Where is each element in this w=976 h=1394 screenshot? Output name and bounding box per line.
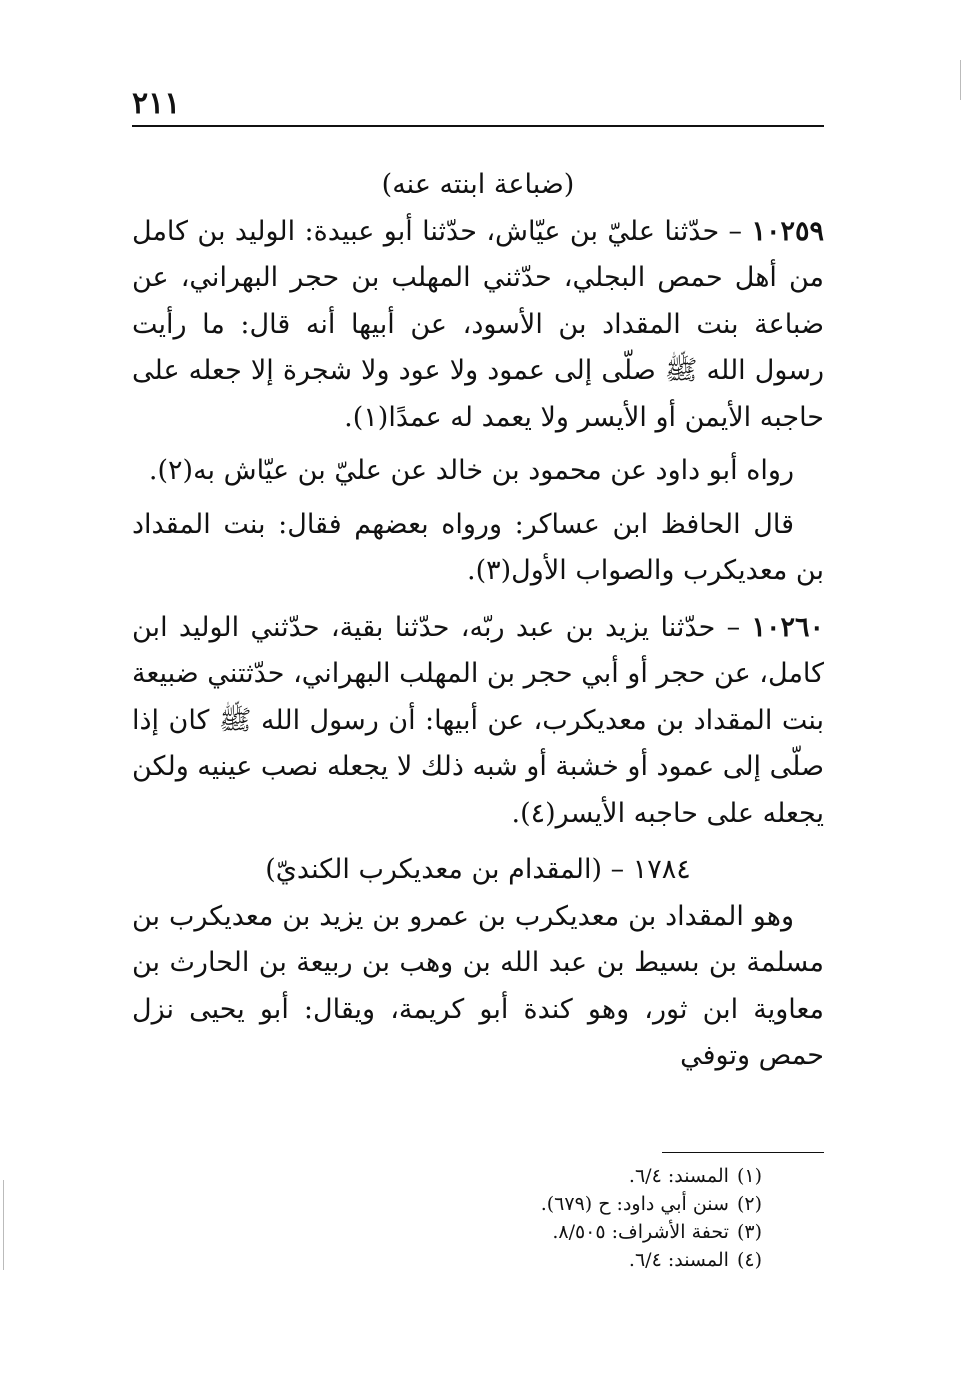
main-text [132,162,824,1080]
header-rule [132,125,824,127]
footnote-text: سنن أبي داود: ح (٦٧٩). [540,1193,729,1215]
footnote-text: تحفة الأشراف: ٨/٥٠٥. [552,1221,729,1243]
biography-paragraph: وهو المقداد بن معديكرب بن عمرو بن يزيد بن معديكرب بن مسلمة بن بسيط بن عبد الله بن وهب بن ربيعة بن الحارث بن معاوية ابن ثور، وهو كندة أبو كريمة، ويقال: أبو يحيى نزل حمص وتوفي [132,900,824,1071]
footnote-text: المسند: ٦/٤. [628,1249,729,1271]
hadith-number: ١٠٢٥٩ [751,215,824,247]
footnote [400,1162,762,1190]
hadith-text: – حدّثنا عليّ بن عيّاش، حدّثنا أبو عبيدة: الوليد بن كامل من أهل حمص البجلي، حدّثني المهلب بن حجر البهراني، عن ضباعة بنت المقداد بن الأسود، عن أبيها أنه قال: ما رأيت رسول الله ﷺ صلّى إلى عمود ولا عود ولا شجرة إلا جعله على حاجبه الأيمن أو الأيسر ولا يعمد له عمدًا(١). [132,215,824,433]
footnotes [400,1162,762,1274]
footnote [400,1246,762,1274]
scan-edge-mark [3,1180,4,1270]
hadith-text: – حدّثنا يزيد بن عبد ربّه، حدّثنا بقية، حدّثني الوليد ابن كامل، عن حجر أو أبي حجر بن المهلب البهراني، حدّثتني ضبيعة بنت المقداد بن معديكرب، عن أبيها: أن رسول الله ﷺ كان إذا صلّى إلى عمود أو خشبة أو شبه ذلك لا يجعله نصب عينيه ولكن يجعله على حاجبه الأيسر(٤). [132,611,824,829]
hadith-paragraph [132,209,824,442]
footnote-marker: (١) [736,1165,762,1187]
commentary-paragraph: قال الحافظ ابن عساكر: ورواه بعضهم فقال: بنت المقداد بن معديكرب والصواب الأول(٣). [132,508,824,586]
footnote-marker: (٣) [736,1221,762,1243]
section-title: ١٧٨٤ – (المقدام بن معديكرب الكنديّ) [265,854,691,885]
section-title: (ضباعة ابنته عنه) [381,169,575,200]
hadith-number: ١٠٢٦٠ [751,611,824,643]
footnote-rule [662,1152,824,1153]
commentary-paragraph: رواه أبو داود عن محمود بن خالد عن عليّ بن عيّاش به(٢). [148,455,794,486]
page-number: ٢١١ [132,86,181,121]
footnote-text: المسند: ٦/٤. [628,1165,729,1187]
hadith-paragraph [132,605,824,838]
footnote-marker: (٤) [736,1249,762,1271]
footnote [400,1190,762,1218]
scan-edge-mark [960,60,961,100]
footnote-marker: (٢) [736,1193,762,1215]
footnote [400,1218,762,1246]
